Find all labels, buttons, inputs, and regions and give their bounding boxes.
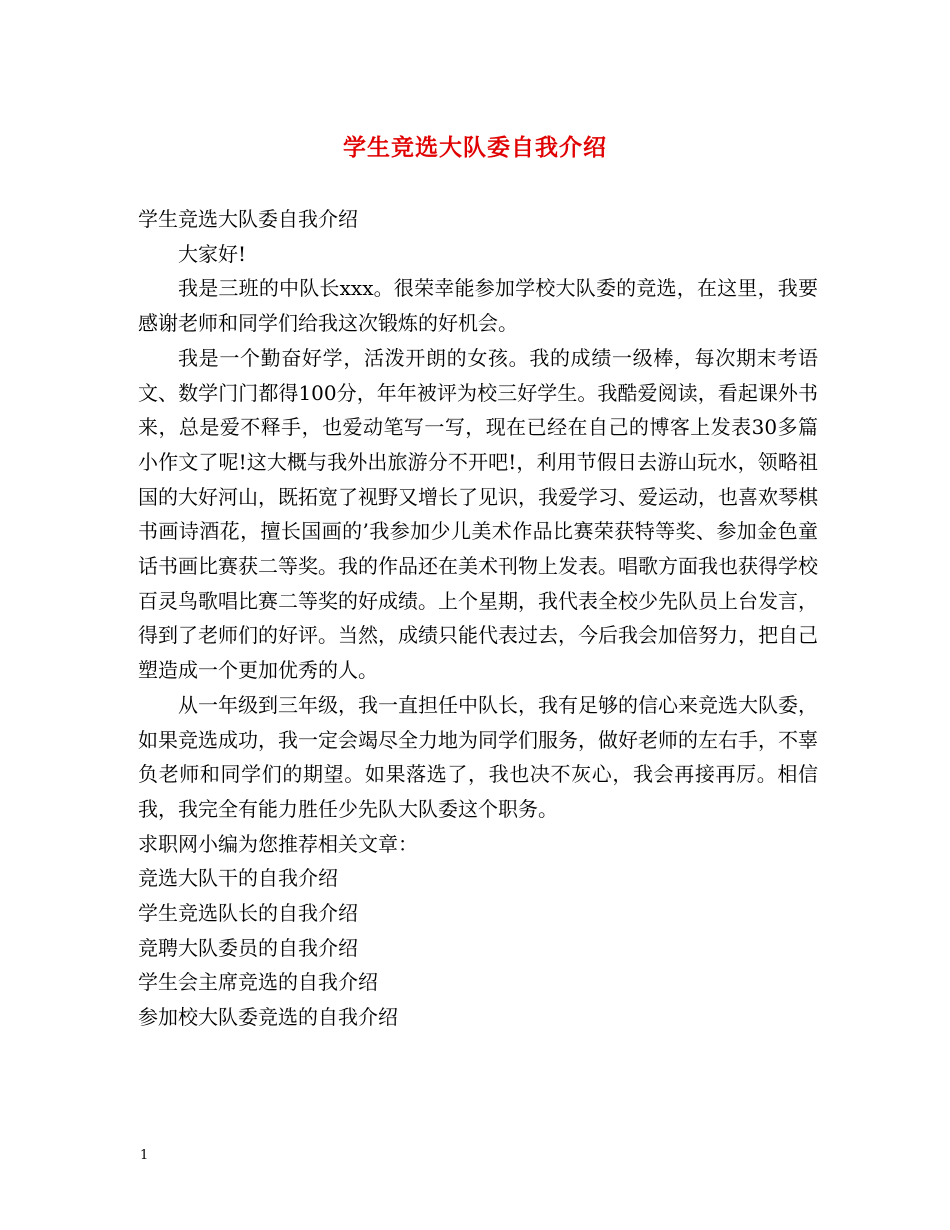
paragraph-achievements: 我是一个勤奋好学，活泼开朗的女孩。我的成绩一级棒，每次期末考语文、数学门门都得100分，年年被评为校三好学生。我酷爱阅读，看起课外书来，总是爱不释手，也爱动笔写一写，现在已经在自己的博客上发表30多篇小作文了呢!这大概与我外出旅游分不开吧!，利用节假日去游山玩水，领略祖国的大好河山，既拓宽了视野又增长了见识，我爱学习、爱运动，也喜欢琴棋书画诗酒花，擅长国画的’我参加少儿美术作品比赛荣获特等奖、参加金色童话书画比赛获二等奖。我的作品还在美术刊物上发表。唱歌方面我也获得学校百灵鸟歌唱比赛二等奖的好成绩。上个星期，我代表全校少先队员上台发言，得到了老师们的好评。当然，成绩只能代表过去，今后我会加倍努力，把自己塑造成一个更加优秀的人。 (138, 345, 818, 683)
related-article-link[interactable]: 竞选大队干的自我介绍 (138, 866, 338, 891)
document-body (138, 202, 818, 1035)
related-article-link[interactable]: 竞聘大队委员的自我介绍 (138, 935, 358, 960)
related-article-link[interactable]: 学生会主席竞选的自我介绍 (138, 970, 378, 995)
recommend-heading: 求职网小编为您推荐相关文章： (138, 831, 418, 856)
related-article-link[interactable]: 学生竞选队长的自我介绍 (138, 901, 358, 926)
greeting: 大家好! (178, 241, 247, 266)
document-subtitle: 学生竞选大队委自我介绍 (138, 207, 358, 231)
page-number: 1 (140, 1148, 149, 1163)
paragraph-intro: 我是三班的中队长xxx。很荣幸能参加学校大队委的竞选，在这里，我要感谢老师和同学们给我这次锻炼的好机会。 (138, 276, 818, 336)
paragraph-commitment: 从一年级到三年级，我一直担任中队长，我有足够的信心来竞选大队委，如果竞选成功，我一定会竭尽全力地为同学们服务，做好老师的左右手，不辜负老师和同学们的期望。如果落选了，我也决不灰心，我会再接再厉。相信我，我完全有能力胜任少先队大队委这个职务。 (138, 692, 818, 821)
page-title: 学生竞选大队委自我介绍 (343, 134, 607, 161)
related-article-link[interactable]: 参加校大队委竞选的自我介绍 (138, 1005, 398, 1030)
